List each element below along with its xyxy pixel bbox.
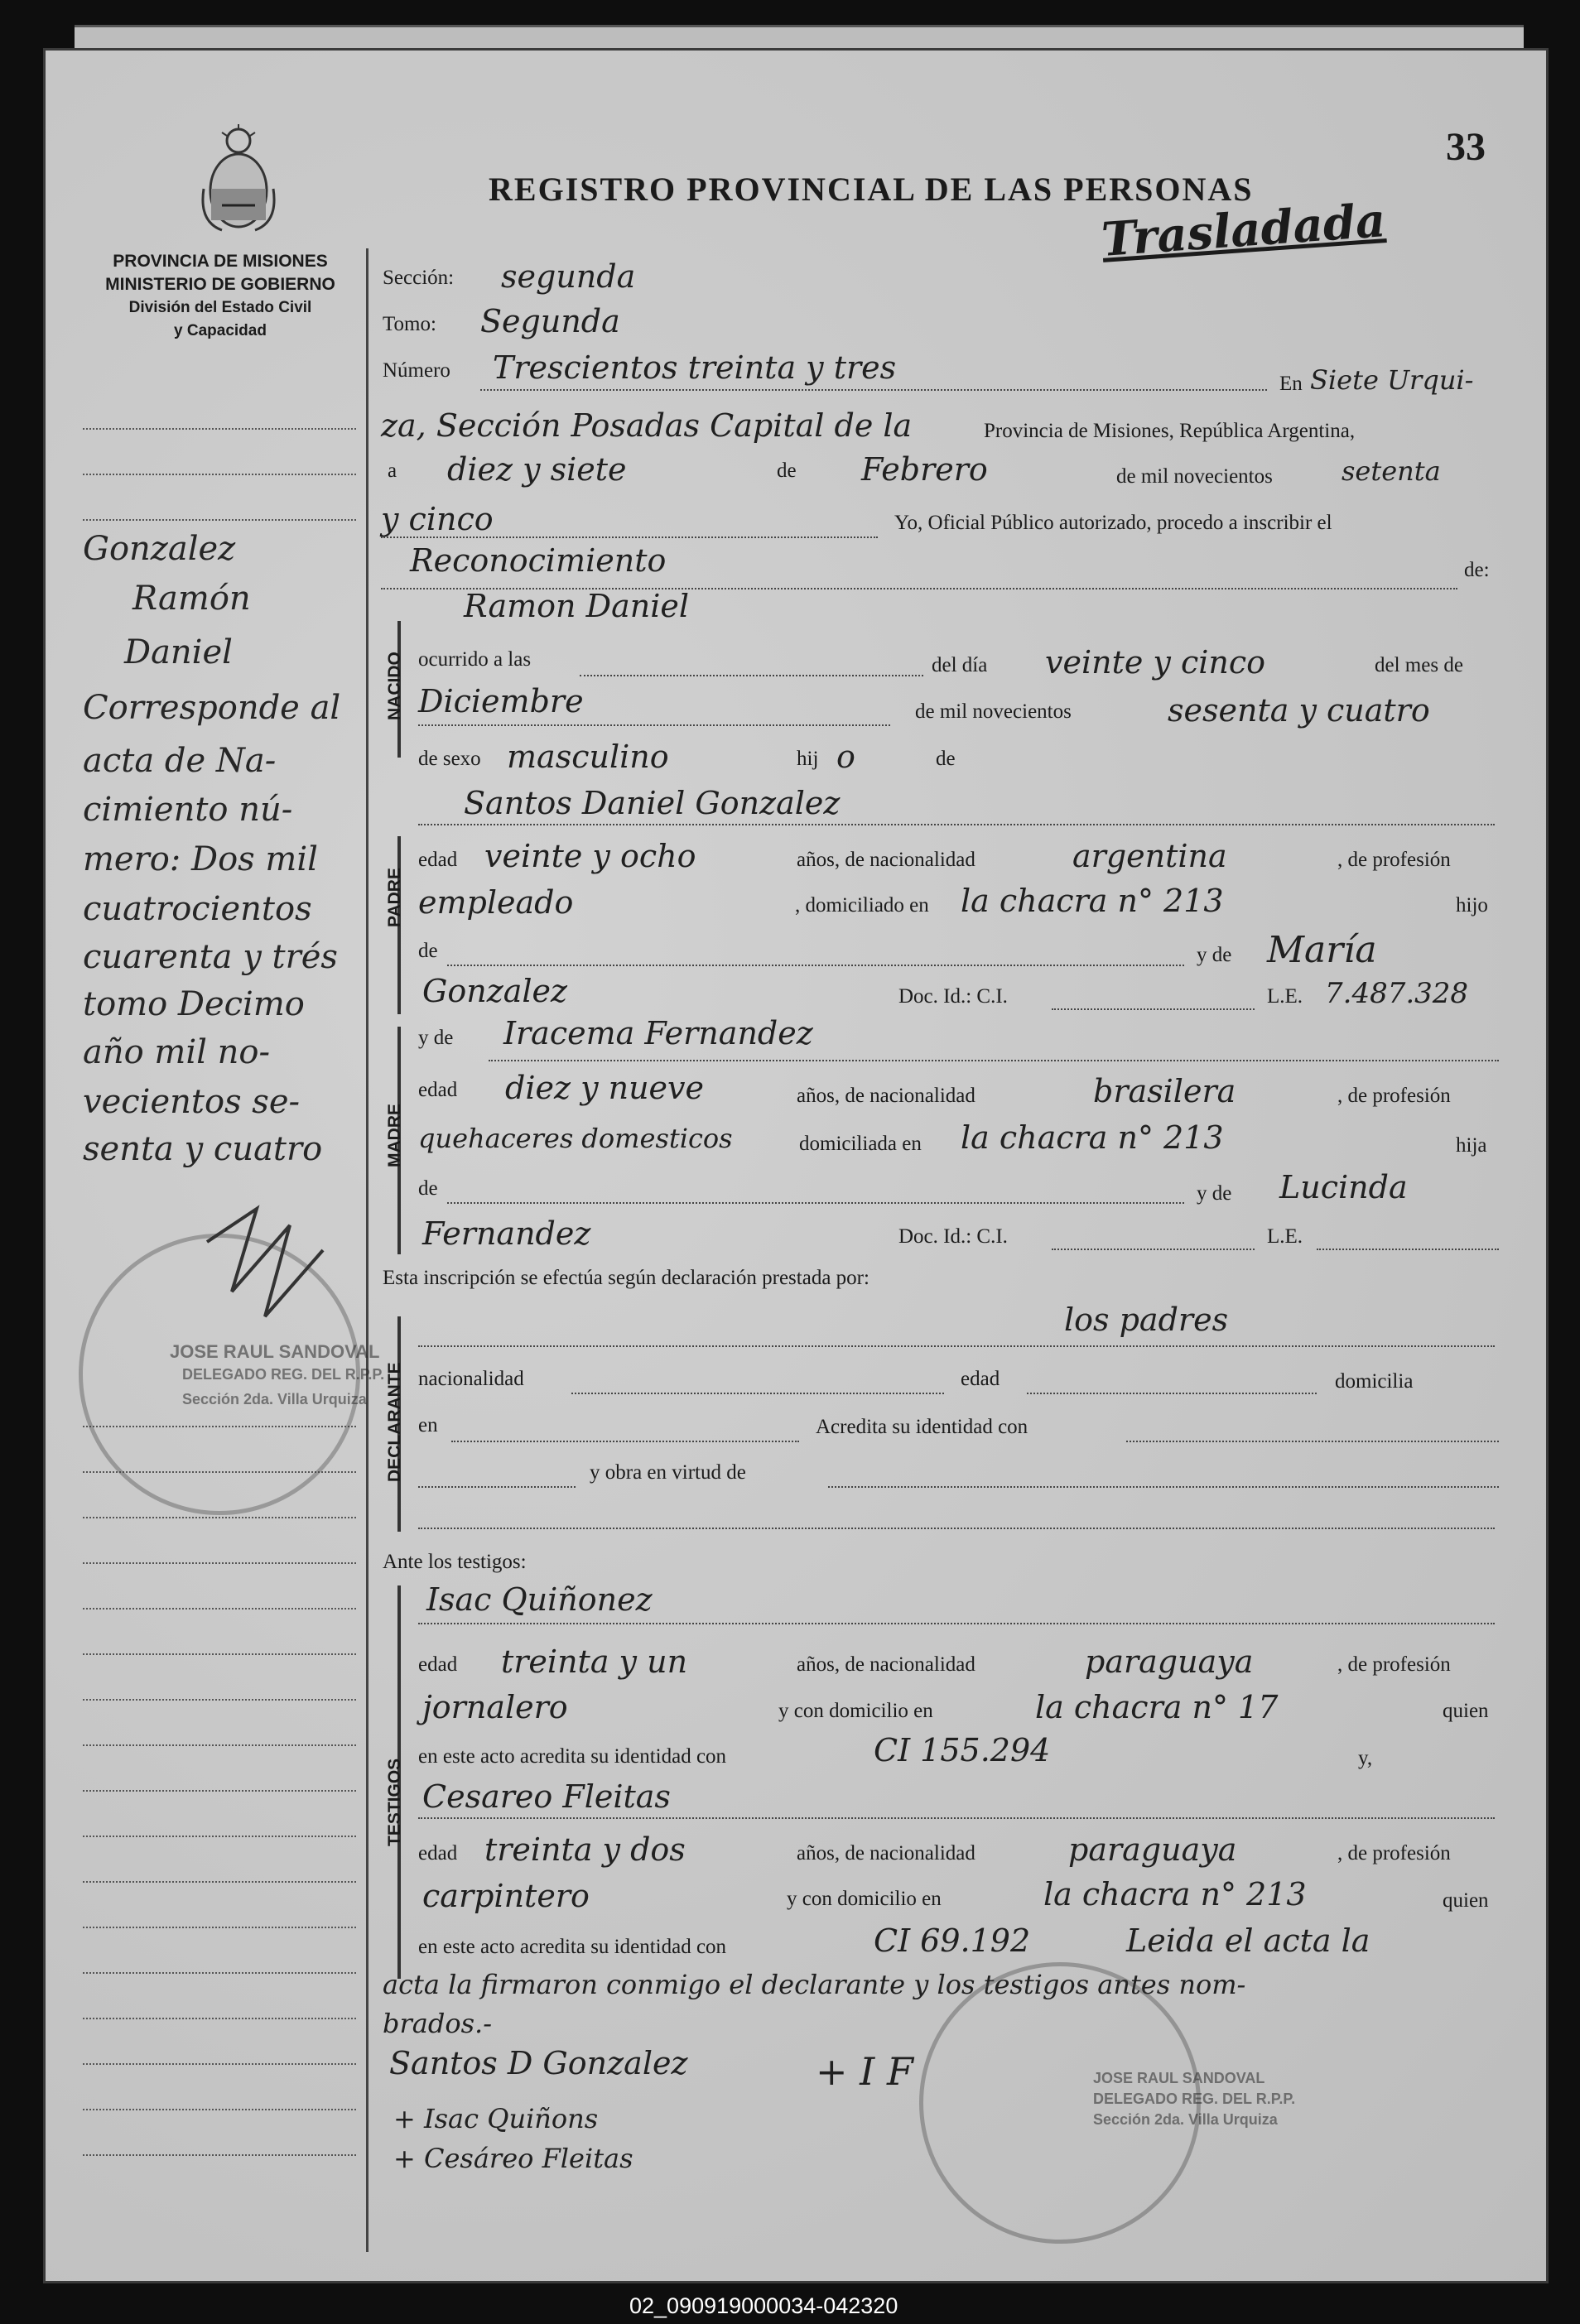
signature-madre-mark: + I F: [816, 2049, 913, 2094]
doc-id-label: Doc. Id.: C.I.: [898, 985, 1008, 1008]
margin-line: [83, 1970, 356, 1974]
dotted-line: [1052, 1008, 1255, 1010]
dotted-line: [418, 1345, 1495, 1347]
le-label: L.E.: [1267, 1225, 1303, 1248]
hijo-label: hijo: [1456, 894, 1488, 917]
dotted-line: [1027, 1393, 1317, 1394]
edad-label: edad: [418, 1653, 458, 1676]
seal-text: DELEGADO REG. DEL R.P.P.: [182, 1366, 385, 1383]
margin-line: [83, 1834, 356, 1837]
padre-nombre: Santos Daniel Gonzalez: [464, 785, 841, 821]
margin-line: [83, 426, 356, 430]
margin-line: [83, 517, 356, 521]
domicilio-label: y con domicilio en: [778, 1700, 933, 1722]
mes-registro: Febrero: [861, 451, 988, 488]
edad-label: edad: [418, 1842, 458, 1864]
dotted-line: [828, 1486, 1499, 1488]
margin-note-line: senta y cuatro: [83, 1130, 323, 1168]
abuela-materna: Lucinda: [1279, 1169, 1408, 1205]
dotted-line: [1317, 1249, 1499, 1250]
obra-label: y obra en virtud de: [590, 1461, 746, 1484]
margin-line: [83, 2107, 356, 2110]
margin-line: [83, 2016, 356, 2019]
dotted-line: [580, 675, 923, 676]
testigo2-domicilio: la chacra n° 213: [1043, 1876, 1307, 1913]
madre-profesion: quehaceres domesticos: [418, 1123, 733, 1154]
trasladada-stamp: Trasladada: [1100, 193, 1388, 267]
acredita-label: en este acto acredita su identidad con: [418, 1936, 727, 1958]
margin-note-line: cuarenta y trés: [83, 938, 338, 976]
margin-divider: [366, 248, 369, 2252]
abuela-paterna: María: [1267, 929, 1377, 971]
seal-text: Sección 2da. Villa Urquiza: [182, 1391, 367, 1407]
dotted-line: [381, 536, 878, 538]
margin-line: [83, 472, 356, 475]
madre-edad: diez y nueve: [505, 1070, 705, 1106]
y-label: y,: [1358, 1747, 1373, 1769]
testigo1-edad: treinta y un: [501, 1643, 688, 1680]
declarante-por: los padres: [1064, 1302, 1229, 1338]
edad-label: edad: [418, 849, 458, 871]
sexo-value: masculino: [507, 739, 669, 775]
testigo1-domicilio: la chacra n° 17: [1035, 1689, 1279, 1725]
seal-text: DELEGADO REG. DEL R.P.P.: [1093, 2091, 1296, 2107]
dotted-line: [418, 1817, 1495, 1819]
dotted-line: [418, 1623, 1495, 1624]
acredita-label: en este acto acredita su identidad con: [418, 1745, 727, 1768]
page-number: 33: [1446, 125, 1486, 169]
margin-line: [83, 1788, 356, 1792]
hij-value: o: [836, 739, 855, 775]
dotted-line: [571, 1393, 944, 1394]
del-mes-label: del mes de: [1375, 654, 1463, 676]
margin-note-line: año mil no-: [83, 1033, 270, 1071]
padre-edad: veinte y ocho: [484, 838, 696, 874]
seccion-value: segunda: [501, 258, 636, 295]
hij-label: hij: [797, 748, 819, 770]
nacionalidad-label: años, de nacionalidad: [797, 1653, 975, 1676]
margin-line: [83, 1652, 356, 1655]
leida-text-3: brados.-: [383, 2008, 493, 2039]
margin-line: [83, 1606, 356, 1609]
testigo1-identidad: CI 155.294: [874, 1732, 1051, 1768]
file-id-caption: 02_090919000034-042320: [629, 2293, 898, 2318]
lugar-value-2: za, Sección Posadas Capital de la: [381, 407, 913, 444]
nacionalidad-label: años, de nacionalidad: [797, 1085, 975, 1107]
sexo-label: de sexo: [418, 748, 481, 770]
nacionalidad-label: años, de nacionalidad: [797, 849, 975, 871]
mil-text: de mil novecientos: [1116, 465, 1273, 488]
testigo2-edad: treinta y dos: [484, 1831, 686, 1868]
de-colon: de:: [1464, 559, 1490, 581]
margin-note-line: Daniel: [124, 633, 233, 671]
edad-label: edad: [961, 1368, 1000, 1390]
tomo-value: Segunda: [480, 303, 620, 339]
leida-text-2: acta la firmaron conmigo el declarante y los testigos antes nom-: [383, 1969, 1246, 2000]
seal-text: JOSE RAUL SANDOVAL: [1093, 2070, 1265, 2086]
numero-label: Número: [383, 359, 450, 382]
dotted-line: [418, 824, 1495, 825]
ocurrido-label: ocurrido a las: [418, 648, 532, 671]
tomo-label: Tomo:: [383, 313, 436, 335]
domicilio-label: y con domicilio en: [787, 1888, 942, 1910]
dotted-line: [451, 1441, 799, 1442]
y-de-label: y de: [1197, 944, 1232, 966]
de-label: de: [418, 1177, 438, 1200]
signature-testigo2: + Cesáreo Fleitas: [393, 2143, 633, 2174]
oficial-text: Yo, Oficial Público autorizado, procedo a inscribir el: [894, 512, 1332, 534]
margin-line: [83, 1697, 356, 1701]
de-label: de: [418, 940, 438, 962]
padre-domicilio: la chacra n° 213: [961, 883, 1224, 919]
margin-line: [83, 1925, 356, 1928]
declarante-side-label: DECLARANTE: [385, 1362, 404, 1482]
y-de-label: y de: [1197, 1182, 1232, 1205]
seal-text: JOSE RAUL SANDOVAL: [170, 1341, 380, 1362]
dia-registro: diez y siete: [447, 451, 627, 488]
margin-note-line: Corresponde al: [83, 689, 341, 727]
padre-profesion: empleado: [418, 884, 574, 921]
de-label: de: [777, 460, 797, 482]
margin-note-line: Gonzalez: [83, 530, 236, 568]
doc-id-label: Doc. Id.: C.I.: [898, 1225, 1008, 1248]
margin-note-line: tomo Decimo: [83, 985, 305, 1023]
profesion-label: , de profesión: [1337, 1842, 1451, 1864]
madre-nacionalidad: brasilera: [1093, 1073, 1236, 1109]
padre-side-label: PADRE: [385, 868, 404, 927]
profesion-label: , de profesión: [1337, 1085, 1451, 1107]
de-label: de: [936, 748, 956, 770]
margin-line: [83, 1879, 356, 1883]
anio-registro: setenta: [1342, 455, 1441, 487]
quien-label: quien: [1443, 1700, 1489, 1722]
anio-nacimiento: sesenta y cuatro: [1168, 692, 1430, 729]
dotted-line: [447, 965, 1184, 966]
madre-side-label: MADRE: [385, 1104, 404, 1167]
margin-line: [83, 1515, 356, 1518]
a-label: a: [388, 460, 397, 482]
domiciliado-label: , domiciliado en: [795, 894, 929, 917]
dotted-line: [1052, 1249, 1255, 1250]
testigo2-profesion: carpintero: [422, 1878, 590, 1914]
padre-apellido: Gonzalez: [422, 973, 568, 1009]
testigo2-nombre: Cesareo Fleitas: [422, 1778, 671, 1815]
nacido-side-label: NACIDO: [385, 652, 404, 720]
quien-label: quien: [1443, 1889, 1489, 1912]
margin-note-line: Ramón: [132, 580, 251, 618]
profesion-label: , de profesión: [1337, 849, 1451, 871]
edad-label: edad: [418, 1079, 458, 1101]
seal-text: Sección 2da. Villa Urquiza: [1093, 2111, 1278, 2128]
document-title: REGISTRO PROVINCIAL DE LAS PERSONAS: [489, 171, 1254, 208]
lugar-value: Siete Urqui-: [1310, 364, 1474, 396]
anio-registro-2: y cinco: [381, 501, 494, 537]
dotted-line: [480, 389, 1267, 391]
testigo1-nombre: Isac Quiñonez: [426, 1581, 653, 1618]
signature-scribble: [199, 1192, 340, 1333]
dotted-line: [1126, 1441, 1499, 1442]
margin-note-line: cuatrocientos: [83, 890, 312, 928]
profesion-label: , de profesión: [1337, 1653, 1451, 1676]
dotted-line: [418, 1486, 576, 1488]
padre-nacionalidad: argentina: [1072, 838, 1227, 874]
org-ministry: MINISTERIO DE GOBIERNO: [105, 275, 335, 294]
dotted-line: [489, 1060, 1499, 1061]
tipo-inscripcion: Reconocimiento: [410, 542, 667, 579]
nacionalidad-label: años, de nacionalidad: [797, 1842, 975, 1864]
le-label: L.E.: [1267, 985, 1303, 1008]
del-dia-label: del día: [932, 654, 988, 676]
margin-line: [83, 2062, 356, 2065]
testigo1-nacionalidad: paraguaya: [1085, 1643, 1254, 1680]
signature-testigo1: + Isac Quiñons: [393, 2103, 599, 2134]
margin-note-line: cimiento nú-: [83, 791, 293, 829]
domicilia-label: domicilia: [1335, 1370, 1414, 1393]
en-label: en: [418, 1414, 438, 1436]
seccion-label: Sección:: [383, 267, 455, 289]
leida-text: Leida el acta la: [1126, 1922, 1370, 1959]
dotted-line: [418, 724, 890, 726]
madre-domicilio: la chacra n° 213: [961, 1119, 1224, 1156]
mes-nacimiento: Diciembre: [418, 683, 584, 719]
madre-apellido: Fernandez: [422, 1215, 591, 1252]
dia-nacimiento: veinte y cinco: [1045, 644, 1266, 681]
margin-line: [83, 2153, 356, 2156]
hija-label: hija: [1456, 1134, 1487, 1157]
signature-padre: Santos D Gonzalez: [389, 2045, 688, 2081]
testigos-side-label: TESTIGOS: [385, 1758, 404, 1846]
numero-value: Trescientos treinta y tres: [493, 349, 897, 386]
org-capacity: y Capacidad: [174, 322, 267, 339]
org-division: División del Estado Civil: [128, 299, 312, 316]
madre-nombre: Iracema Fernandez: [503, 1015, 813, 1051]
padre-le: 7.487.328: [1325, 977, 1469, 1010]
coat-of-arms-icon: [197, 123, 280, 238]
y-de-label: y de: [418, 1027, 454, 1049]
en-label: En: [1279, 373, 1303, 395]
nombre-inscripto: Ramon Daniel: [464, 588, 689, 624]
dotted-line: [447, 1202, 1184, 1204]
margin-note-line: mero: Dos mil: [83, 840, 318, 878]
provincia-text: Provincia de Misiones, República Argentina,: [984, 420, 1356, 442]
margin-note-line: vecientos se-: [83, 1083, 301, 1121]
issuing-organization: [79, 250, 361, 343]
ante-testigos-label: Ante los testigos:: [383, 1551, 527, 1573]
org-province: PROVINCIA DE MISIONES: [113, 252, 328, 271]
inscripcion-text: Esta inscripción se efectúa según declaración prestada por:: [383, 1267, 869, 1289]
testigo2-nacionalidad: paraguaya: [1068, 1831, 1237, 1868]
margin-line: [83, 1743, 356, 1746]
mil-label: de mil novecientos: [915, 700, 1072, 723]
testigo1-profesion: jornalero: [422, 1689, 568, 1725]
nacionalidad-label: nacionalidad: [418, 1368, 524, 1390]
domiciliada-label: domiciliada en: [799, 1133, 922, 1155]
dotted-line: [418, 1528, 1495, 1529]
testigo2-identidad: CI 69.192: [874, 1922, 1031, 1959]
acredita-label: Acredita su identidad con: [816, 1416, 1028, 1438]
margin-line: [83, 1561, 356, 1564]
margin-note-line: acta de Na-: [83, 742, 277, 780]
